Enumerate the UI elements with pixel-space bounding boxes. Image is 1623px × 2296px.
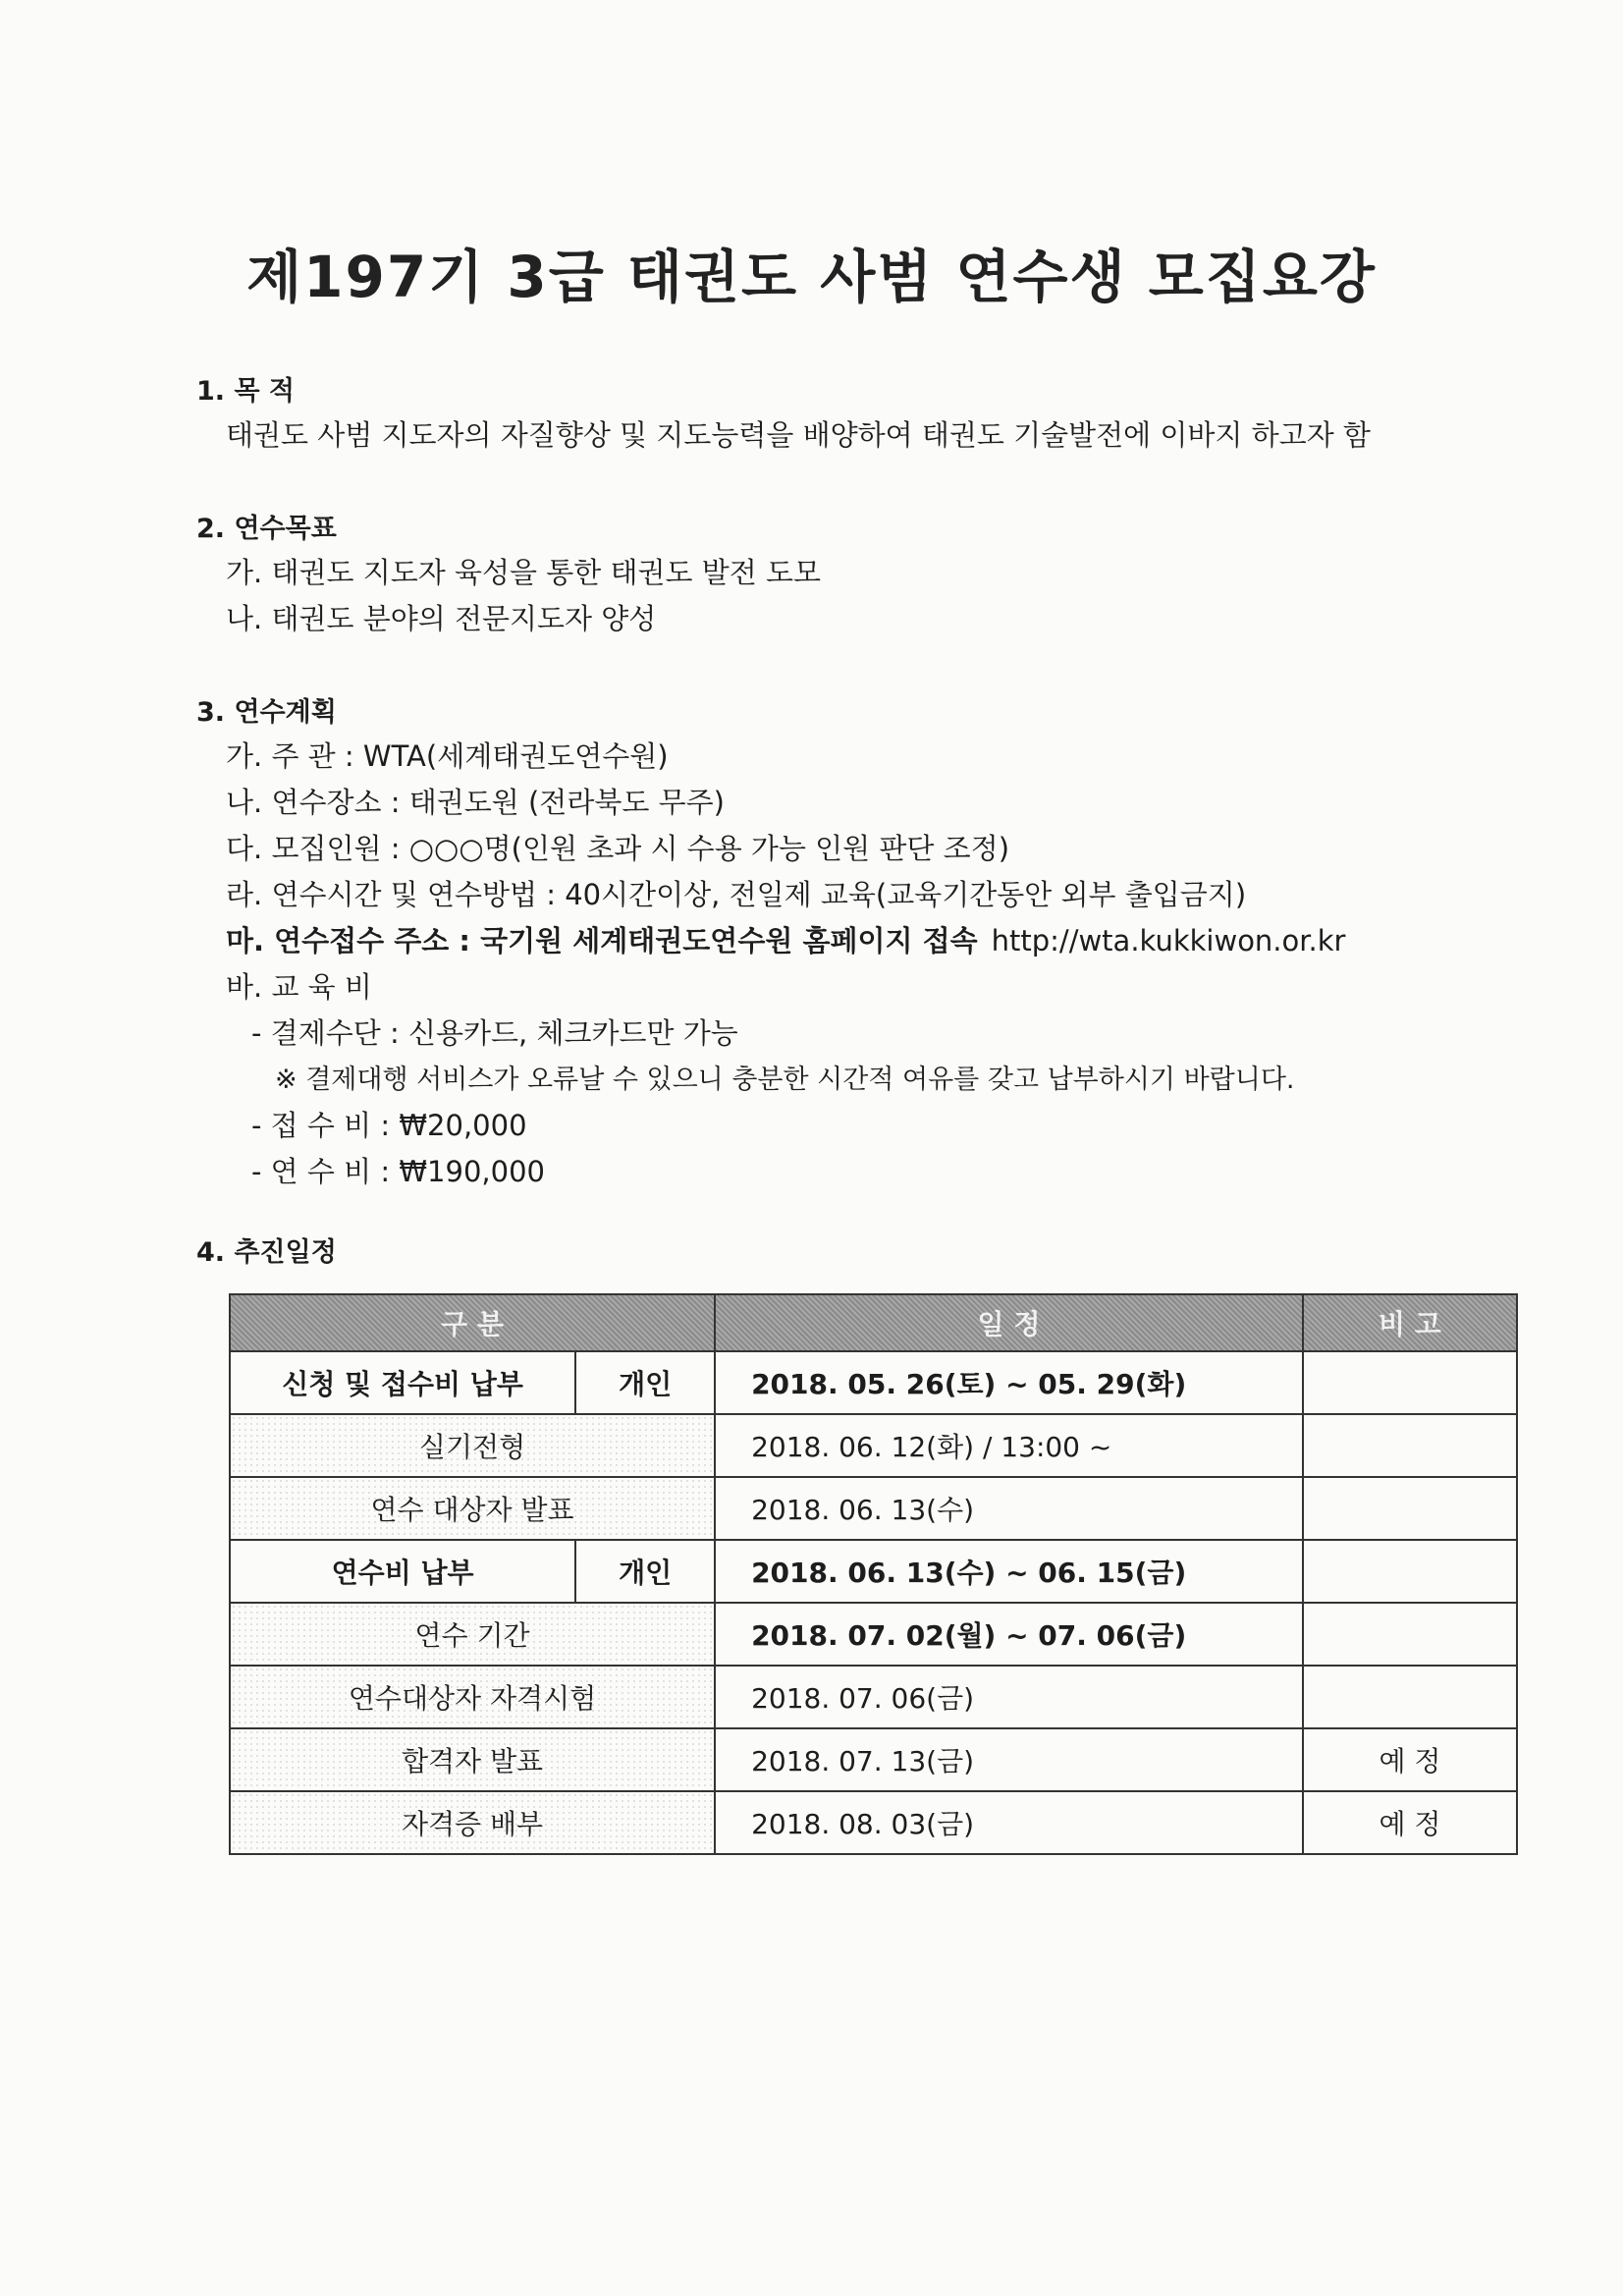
section-purpose: [196, 371, 1371, 459]
table-row: [230, 1603, 1517, 1666]
goal-item: 나. 태권도 분야의 전문지도자 양성: [226, 602, 657, 635]
row-note: [1303, 1351, 1517, 1414]
row-note: [1303, 1540, 1517, 1603]
schedule-table: [229, 1293, 1518, 1855]
fee-training: - 연 수 비 : ₩190,000: [251, 1155, 545, 1188]
row-note: [1303, 1414, 1517, 1477]
table-header-row: [230, 1294, 1517, 1351]
section-heading: 2. 연수목표: [196, 514, 337, 544]
application-url-link[interactable]: http://wta.kukkiwon.or.kr: [991, 924, 1346, 957]
row-note: 예 정: [1303, 1791, 1517, 1854]
row-date: 2018. 07. 02(월) ~ 07. 06(금): [715, 1603, 1303, 1666]
header-category: 구 분: [230, 1294, 715, 1351]
row-label: 연수 기간: [230, 1603, 715, 1666]
row-date: 2018. 07. 06(금): [715, 1666, 1303, 1728]
row-date: 2018. 06. 12(화) / 13:00 ~: [715, 1414, 1303, 1477]
row-date: 2018. 06. 13(수) ~ 06. 15(금): [715, 1540, 1303, 1603]
row-date: 2018. 05. 26(토) ~ 05. 29(화): [715, 1351, 1303, 1414]
row-label: 자격증 배부: [230, 1791, 715, 1854]
plan-item: 다. 모집인원 : ○○○명(인원 초과 시 수용 가능 인원 판단 조정): [226, 832, 1010, 865]
fee-application: - 접 수 비 : ₩20,000: [251, 1109, 527, 1142]
table-row: [230, 1351, 1517, 1414]
table-row: [230, 1728, 1517, 1791]
payment-method: - 결제수단 : 신용카드, 체크카드만 가능: [251, 1016, 738, 1050]
row-label: 연수대상자 자격시험: [230, 1666, 715, 1728]
row-label: 연수비 납부: [230, 1540, 575, 1603]
table-row: [230, 1540, 1517, 1603]
row-note: [1303, 1666, 1517, 1728]
table-row: [230, 1791, 1517, 1854]
row-label: 합격자 발표: [230, 1728, 715, 1791]
row-label: 연수 대상자 발표: [230, 1477, 715, 1540]
section-heading: 4. 추진일정: [196, 1237, 337, 1268]
plan-item: 나. 연수장소 : 태권도원 (전라북도 무주): [226, 786, 725, 819]
purpose-text: 태권도 사범 지도자의 자질향상 및 지도능력을 배양하여 태권도 기술발전에 이바지 하고자 함: [226, 418, 1371, 452]
header-note: 비 고: [1303, 1294, 1517, 1351]
row-date: 2018. 07. 13(금): [715, 1728, 1303, 1791]
row-note: [1303, 1603, 1517, 1666]
table-row: [230, 1477, 1517, 1540]
plan-item: 라. 연수시간 및 연수방법 : 40시간이상, 전일제 교육(교육기간동안 외부 출입금지): [226, 878, 1247, 911]
section-heading: 3. 연수계획: [196, 697, 337, 728]
header-schedule: 일 정: [715, 1294, 1303, 1351]
row-label: 실기전형: [230, 1414, 715, 1477]
plan-item: 가. 주 관 : WTA(세계태권도연수원): [226, 739, 669, 773]
payment-notice: ※ 결제대행 서비스가 오류날 수 있으니 충분한 시간적 여유를 갖고 납부하시기 바랍니다.: [275, 1065, 1295, 1095]
row-date: 2018. 08. 03(금): [715, 1791, 1303, 1854]
section-schedule: [196, 1232, 337, 1274]
plan-item-application: [196, 918, 1345, 964]
table-row: [230, 1414, 1517, 1477]
row-sub: 개인: [575, 1540, 715, 1603]
row-label: 신청 및 접수비 납부: [230, 1351, 575, 1414]
plan-item: 바. 교 육 비: [226, 970, 372, 1004]
row-note: [1303, 1477, 1517, 1540]
page-title: 제197기 3급 태권도 사범 연수생 모집요강: [246, 244, 1377, 310]
section-plan: [196, 692, 1345, 1195]
row-sub: 개인: [575, 1351, 715, 1414]
application-label: 마. 연수접수 주소 : 국기원 세계태권도연수원 홈페이지 접속: [226, 924, 978, 957]
row-note: 예 정: [1303, 1728, 1517, 1791]
table-row: [230, 1666, 1517, 1728]
section-goals: [196, 509, 821, 642]
section-heading: 1. 목 적: [196, 376, 296, 407]
goal-item: 가. 태권도 지도자 육성을 통한 태권도 발전 도모: [226, 556, 822, 589]
row-date: 2018. 06. 13(수): [715, 1477, 1303, 1540]
